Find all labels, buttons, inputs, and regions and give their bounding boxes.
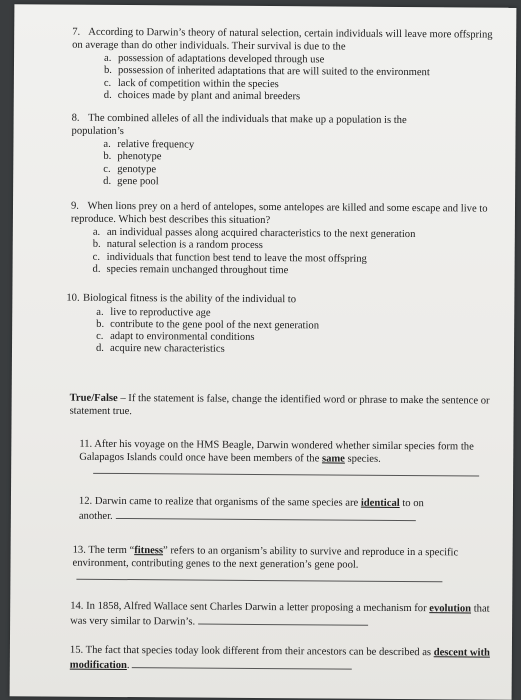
identified-word: descent with modification xyxy=(69,647,490,671)
question-text: According to Darwin’s theory of natural selection, certain individuals will leave more offspring on average than do other individuals. Their survival is due to the xyxy=(72,26,493,53)
section-heading: True/False xyxy=(69,392,118,404)
option-d[interactable]: d. choices made by plant and animal breeders xyxy=(103,89,301,103)
answer-options xyxy=(104,53,502,105)
question-text: After his voyage on the HMS Beagle, Darwin wondered whether similar species form the Galapagos Islands could once have been members of the xyxy=(79,438,474,465)
option-a[interactable]: a. relative frequency xyxy=(103,139,195,151)
answer-options xyxy=(93,227,491,279)
answer-options xyxy=(96,306,486,358)
option-a[interactable]: a. possession of adaptations developed through use xyxy=(104,53,325,66)
option-a[interactable]: a. live to reproductive age xyxy=(96,306,211,319)
question-text: Darwin came to realize that organisms of the same species are xyxy=(94,495,361,509)
identified-word: fitness xyxy=(134,545,164,557)
option-c[interactable]: c. genotype xyxy=(103,163,157,175)
question-text: The combined alleles of all the individuals that make up a population is the population’s xyxy=(71,112,407,137)
answer-line[interactable] xyxy=(93,472,479,476)
option-a[interactable]: a. an individual passes along acquired characteristics to the next generation xyxy=(92,226,416,241)
question-text: The term “ xyxy=(88,544,135,557)
identified-word: evolution xyxy=(429,603,472,615)
option-d[interactable]: d. gene pool xyxy=(103,175,159,188)
question-12: 12. Darwin came to realize that organisms of the same species are identical to on another. xyxy=(78,495,424,522)
question-9 xyxy=(71,201,492,279)
option-b[interactable]: b. possession of inherited adaptations that are will suited to the environment xyxy=(103,65,430,79)
question-number: 15. xyxy=(69,644,84,656)
option-d[interactable]: d. acquire new characteristics xyxy=(95,343,225,355)
option-c[interactable]: c. adapt to environmental conditions xyxy=(96,330,255,343)
option-d[interactable]: d. species remain unchanged throughout time xyxy=(92,263,289,276)
answer-line[interactable] xyxy=(76,578,442,582)
question-number: 14. xyxy=(70,600,84,612)
question-text: In 1858, Alfred Wallace sent Charles Darwin a letter proposing a mechanism for xyxy=(86,600,430,615)
answer-line[interactable] xyxy=(115,509,415,521)
question-number: 11. xyxy=(79,438,93,450)
question-number: 8. xyxy=(71,112,80,124)
question-7 xyxy=(72,27,503,105)
question-text: When lions prey on a herd of antelopes, some antelopes are killed and some escape and live to reproduce. Which best describes this situation? xyxy=(70,200,488,226)
option-c[interactable]: c. individuals that function best tend to leave the most offspring xyxy=(92,251,367,265)
question-10 xyxy=(66,293,486,358)
option-b[interactable]: b. phenotype xyxy=(103,151,162,163)
true-false-instructions xyxy=(70,393,490,421)
option-b[interactable]: b. natural selection is a random process xyxy=(92,239,263,252)
section-instructions: – If the statement is false, change the identified word or phrase to make the sentence or statement true. xyxy=(69,392,490,417)
question-8 xyxy=(71,113,412,190)
answer-line[interactable] xyxy=(198,614,368,625)
identified-word: same xyxy=(321,453,345,465)
question-number: 9. xyxy=(70,200,80,212)
worksheet-page xyxy=(10,4,517,699)
question-8-stem xyxy=(71,113,411,141)
question-number: 7. xyxy=(72,26,81,38)
question-14: 14. In 1858, Alfred Wallace sent Charles Darwin a letter proposing a mechanism for evolution that was very similar to Darwin’s. xyxy=(70,600,490,628)
answer-options xyxy=(103,139,411,190)
question-15: 15. The fact that species today look different from their ancestors can be described as descent with modification. xyxy=(69,644,490,671)
answer-line[interactable] xyxy=(132,658,352,670)
option-b[interactable]: b. contribute to the gene pool of the next generation xyxy=(96,318,320,332)
question-text: Biological fitness is the ability of the individual to xyxy=(82,292,297,306)
question-number: 12. xyxy=(78,495,93,507)
question-7-stem xyxy=(72,27,502,55)
question-number: 10. xyxy=(66,292,80,304)
option-c[interactable]: c. lack of competition within the species xyxy=(103,77,279,90)
question-text: The fact that species today look different from their ancestors can be described as xyxy=(85,644,434,659)
question-9-stem xyxy=(71,201,491,229)
question-number: 13. xyxy=(72,544,86,556)
identified-word: identical xyxy=(360,497,400,509)
question-13: 13. The term “fitness” refers to an organism’s ability to survive and reproduce in a specific environment, contributing genes to the next generation’s gene pool. xyxy=(72,545,482,582)
question-11: 11. After his voyage on the HMS Beagle, Darwin wondered whether similar species form the Galapagos Islands could once have been members of the same species. xyxy=(79,439,479,476)
